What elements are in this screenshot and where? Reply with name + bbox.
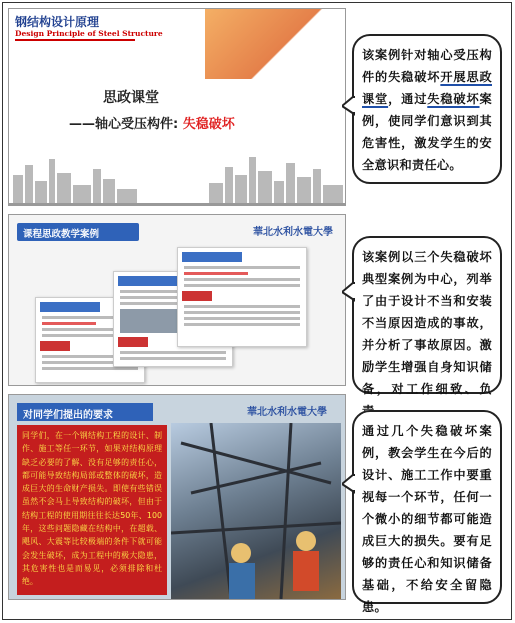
callout-text: 案例，使同学们意识到其危害性，激发学生的安全意识和责任心。 bbox=[362, 92, 492, 172]
callout-case-intro bbox=[352, 34, 502, 184]
slide-subtitle bbox=[69, 113, 235, 132]
slide-student-requirements bbox=[8, 394, 346, 600]
decorative-banner bbox=[205, 9, 345, 79]
course-title-cn: 钢结构设计原理 bbox=[15, 15, 100, 29]
slide-teaching-cases bbox=[8, 214, 346, 386]
callout-pointer bbox=[342, 474, 356, 494]
callout-text: ，通过 bbox=[388, 92, 428, 106]
callout-pointer bbox=[342, 96, 356, 116]
callout-underline: 失稳破坏 bbox=[427, 92, 480, 106]
construction-photo bbox=[171, 423, 341, 599]
slide-header: 对同学们提出的要求 bbox=[17, 403, 153, 421]
university-logo: 華北水利水電大學 bbox=[247, 407, 327, 418]
course-title-en: Design Principle of Steel Structure bbox=[15, 29, 163, 38]
subtitle-highlight: 失稳破坏 bbox=[182, 117, 235, 132]
slide-ideology-classroom bbox=[8, 8, 346, 206]
callout-case-summary: 该案例以三个失稳破坏典型案例为中心，列举了由于设计不当和安装不当原因造成的事故，并分析了事故原因。激励学生增强自身知识储备，对工作细致、负 bbox=[352, 236, 502, 394]
callout-pointer bbox=[342, 282, 356, 302]
requirements-text: 同学们，在一个钢结构工程的设计、制作、施工等任一环节，如果对结构原理缺乏必要的了解、没有足够的责任心，都可能导致结构局部或整体的破坏，造成巨大的生命财产损失。即使有些错误虽然不会马上导致结构的破坏，但由于结构工程的使用期往往长达50年、100年，这些问题隐藏在结构中，在超载、飓风、大震等比较极端的条件下就可能会发生破坏，成为工程中的极大隐患，其危害性也是而易见，必须排除和杜绝。 bbox=[17, 425, 167, 595]
slide-header: 课程思政教学案例 bbox=[17, 223, 139, 241]
university-logo: 華北水利水電大學 bbox=[253, 227, 333, 238]
case-card bbox=[177, 247, 307, 347]
city-skyline-illustration bbox=[9, 145, 346, 205]
callout-lesson-takeaway: 通过几个失稳破坏案例，教会学生在今后的设计、施工工作中要重视每一个环节，任何一个微小的细节都可能造成巨大的损失。要有足够的责任心和知识储备基础，不给安全留隐患。 bbox=[352, 410, 502, 604]
subtitle-prefix: ——轴心受压构件: bbox=[69, 117, 179, 132]
title-underline bbox=[15, 39, 135, 41]
callout-text: 该案例针对轴心受压构件的失稳破坏 bbox=[362, 48, 492, 84]
callout-underline: 开展思政课堂 bbox=[362, 70, 492, 106]
slide-main-title: 思政课堂 bbox=[103, 90, 159, 106]
